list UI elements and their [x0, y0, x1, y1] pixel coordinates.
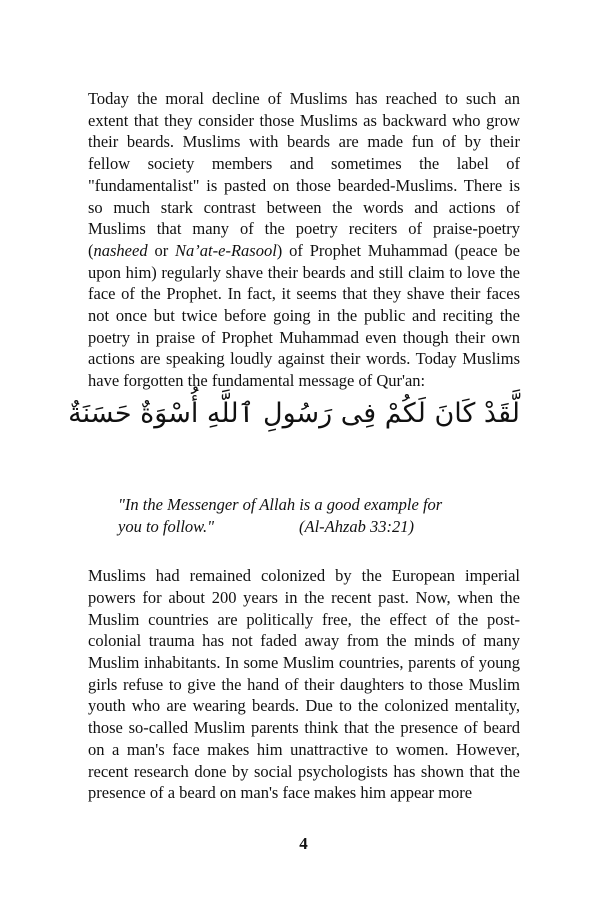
quote-line-2 [118, 516, 498, 538]
quote-line-1: "In the Messenger of Allah is a good example for [118, 494, 443, 514]
term-nasheed: nasheed [93, 240, 148, 260]
term-naat-e-rasool: Na’at-e-Rasool [175, 240, 277, 260]
page-number: 4 [299, 834, 308, 853]
quote-line-2-text: you to follow." [118, 516, 214, 536]
page-body [68, 88, 520, 804]
paragraph-1-text-b: or [147, 240, 176, 260]
body-paragraph-2: Muslims had remained colonized by the European imperial powers for about 200 years in the recent past. Now, when the Muslim countries are politically free, the effect of the post-colonial trauma has not faded away from the minds of many Muslim inhabitants. In some Muslim countries, parents of young girls refuse to give the hand of their daughters to those Muslim youth who are wearing beards. Due to the colonized mentality, those so-called Muslim parents think that the presence of beard on a man's face makes him unattractive to women. However, recent research done by social psychologists has shown that the presence of a beard on man's face makes him appear more [88, 566, 520, 803]
quote-reference: (Al-Ahzab 33:21) [299, 516, 415, 536]
paragraph-1-text-a: Today the moral decline of Muslims has reached to such an extent that they consider those Muslims as backward who grow their beards. Muslims with beards are made fun of by their fellow society members and sometimes the label of "fundamentalist" is pasted on those bearded-Muslims. There is so much stark contrast between the words and actions of Muslims that many of the poetry reciters of praise-poetry ( [88, 89, 520, 260]
body-paragraph-1 [88, 88, 520, 392]
paragraph-1-text-c: ) of Prophet Muhammad (peace be upon him) regularly shave their beards and still claim to love the face of the Prophet. In fact, it seems that they shave their faces not once but twice before going in the public and reciting the poetry in praise of Prophet Muhammad even though their own actions are speaking loudly against their words. Today Muslims have forgotten the fundamental message of Qur'an: [88, 240, 520, 391]
verse-translation-quote [118, 494, 498, 537]
arabic-verse: لَّقَدْ كَانَ لَكُمْ فِى رَسُولِ ٱللَّهِ أُسْوَةٌ حَسَنَةٌ [68, 397, 520, 429]
